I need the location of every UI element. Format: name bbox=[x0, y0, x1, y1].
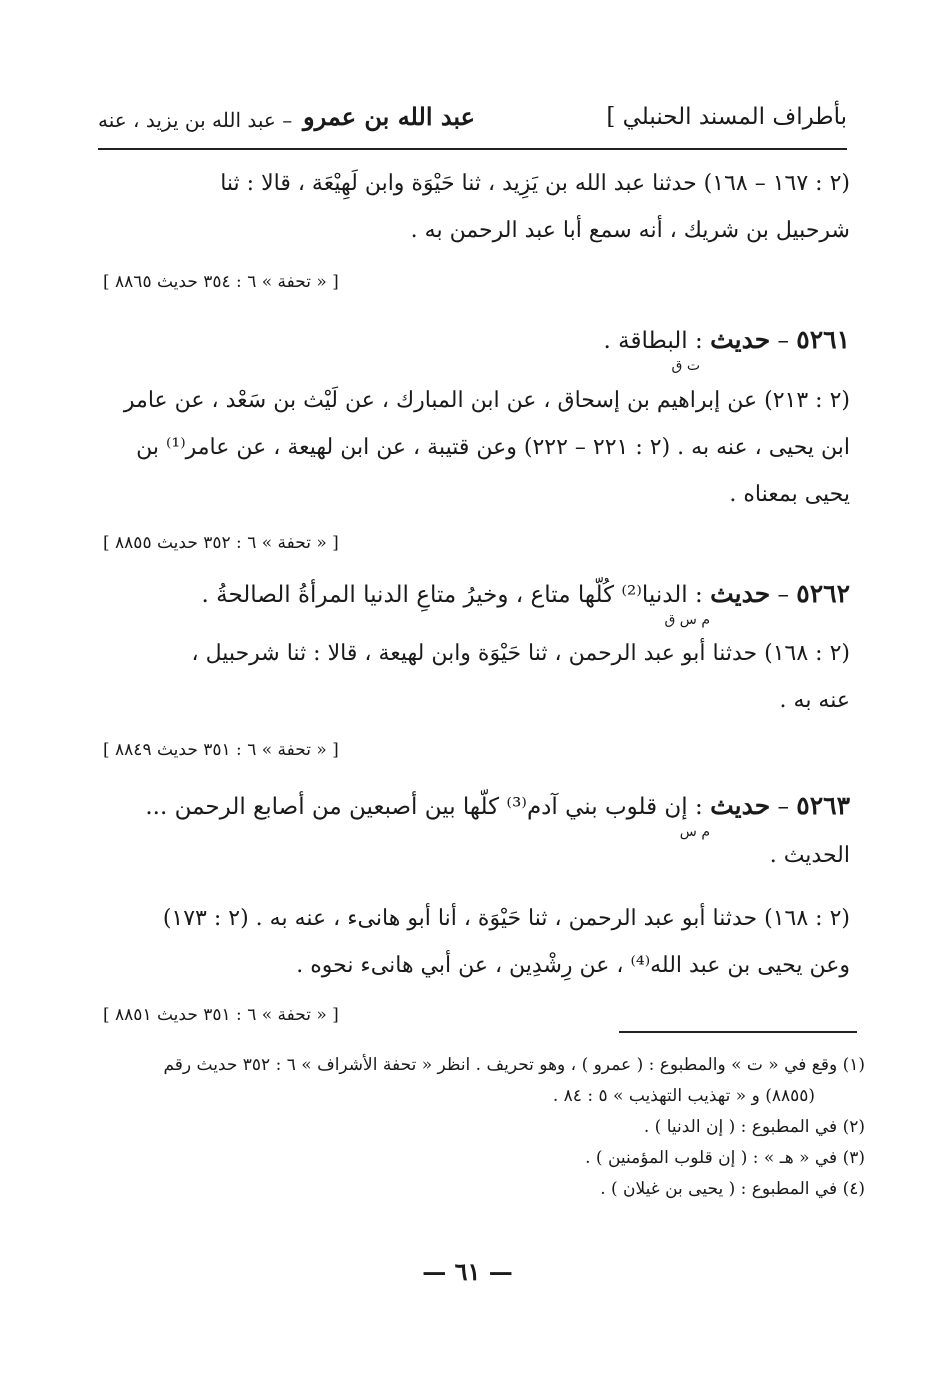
collection-sigla: م س bbox=[679, 824, 710, 840]
tuhfa-reference: [ « تحفة » ٦ : ٣٥١ حديث ٨٨٥١ ] bbox=[103, 1005, 339, 1025]
text-line: وعن يحيى بن عبد الله⁽⁴⁾ ، عن رِشْدِين ، عن أبي هانىء نحوه . bbox=[296, 953, 850, 978]
text-line: ابن يحيى ، عنه به . (٢ : ٢٢١ – ٢٢٢) وعن قتيبة ، عن ابن لهيعة ، عن عامر⁽¹⁾ بن bbox=[136, 435, 850, 460]
entry-title: : البطاقة . bbox=[603, 328, 703, 354]
entry-heading bbox=[100, 322, 850, 374]
entry-title: : الدنيا⁽²⁾ كُلّها متاع ، وخيرُ متاعِ الدنيا المرأةُ الصالحةُ . bbox=[201, 582, 703, 608]
collection-sigla: م س ق bbox=[664, 612, 710, 628]
footnote-1-continuation: (٨٨٥٥) و « تهذيب التهذيب » ٥ : ٨٤ . bbox=[552, 1086, 815, 1106]
text-line: (٢ : ١٦٨) حدثنا أبو عبد الرحمن ، ثنا حَيْوَة ، أنا أبو هانىء ، عنه به . (٢ : ١٧٣) bbox=[162, 906, 850, 931]
footnote-3: (٣) في « هـ » : ( إن قلوب المؤمنين ) . bbox=[585, 1148, 865, 1168]
entry-body bbox=[100, 377, 850, 518]
entry-heading bbox=[100, 788, 850, 840]
entry-dash: – bbox=[777, 582, 789, 608]
hadith-word: حديث bbox=[710, 791, 771, 820]
text-line: (٢ : ١٦٨) حدثنا أبو عبد الرحمن ، ثنا حَيْوَة وابن لهيعة ، قالا : ثنا شرحبيل ، bbox=[191, 641, 850, 666]
footnote-4: (٤) في المطبوع : ( يحيى بن غيلان ) . bbox=[600, 1179, 865, 1199]
footnotes bbox=[90, 1050, 865, 1205]
hadith-entry-5263 bbox=[100, 788, 850, 840]
text-line: (٢ : ١٦٧ – ١٦٨) حدثنا عبد الله بن يَزِيد ، ثنا حَيْوَة وابن لَهِيْعَة ، قالا : ثنا bbox=[220, 171, 850, 196]
text-line: (٢ : ٢١٣) عن إبراهيم بن إسحاق ، عن ابن المبارك ، عن لَيْث بن سَعْد ، عن عامر bbox=[123, 388, 850, 413]
text-line: شرحبيل بن شريك ، أنه سمع أبا عبد الرحمن به . bbox=[410, 218, 850, 243]
tuhfa-reference: [ « تحفة » ٦ : ٣٥١ حديث ٨٨٤٩ ] bbox=[103, 740, 339, 760]
entry-body bbox=[100, 630, 850, 724]
text-line: الحديث . bbox=[769, 843, 850, 868]
entry-number: ٥٢٦٣ bbox=[796, 791, 850, 820]
entry-title-continuation bbox=[100, 832, 850, 879]
hadith-word: حديث bbox=[710, 579, 771, 608]
running-header bbox=[98, 98, 847, 150]
footnote-1: (١) وقع في « ت » والمطبوع : ( عمرو ) ، وهو تحريف . انظر « تحفة الأشراف » ٦ : ٣٥٢ حديث رقم bbox=[163, 1055, 865, 1075]
hadith-entry-5261 bbox=[100, 322, 850, 374]
entry-number: ٥٢٦١ bbox=[796, 325, 850, 354]
header-companion-name: عبد الله بن عمرو bbox=[303, 102, 475, 131]
entry-body bbox=[100, 895, 850, 989]
entry-heading bbox=[100, 576, 850, 628]
footnote-2: (٢) في المطبوع : ( إن الدنيا ) . bbox=[643, 1117, 865, 1137]
tuhfa-reference: [ « تحفة » ٦ : ٣٥٢ حديث ٨٨٥٥ ] bbox=[103, 533, 339, 553]
entry-dash: – bbox=[777, 794, 789, 820]
entry-dash: – bbox=[777, 328, 789, 354]
collection-sigla: ت ق bbox=[671, 358, 700, 374]
hadith-word: حديث bbox=[710, 325, 771, 354]
text-line: يحيى بمعناه . bbox=[729, 482, 850, 507]
header-narrator-chain: – عبد الله بن يزيد ، عنه bbox=[98, 108, 293, 132]
header-book-title: بأطراف المسند الحنبلي ] bbox=[606, 104, 847, 130]
page-number: — ٦١ — bbox=[422, 1257, 513, 1286]
footnote-separator bbox=[619, 1031, 857, 1033]
entry-title: : إن قلوب بني آدم⁽³⁾ كلّها بين أصبعين من أصابع الرحمن ... bbox=[145, 794, 703, 820]
tuhfa-reference: [ « تحفة » ٦ : ٣٥٤ حديث ٨٨٦٥ ] bbox=[103, 272, 339, 292]
text-line: عنه به . bbox=[779, 688, 850, 713]
hadith-entry-5262 bbox=[100, 576, 850, 628]
entry-number: ٥٢٦٢ bbox=[796, 579, 850, 608]
intro-paragraph bbox=[100, 160, 850, 254]
